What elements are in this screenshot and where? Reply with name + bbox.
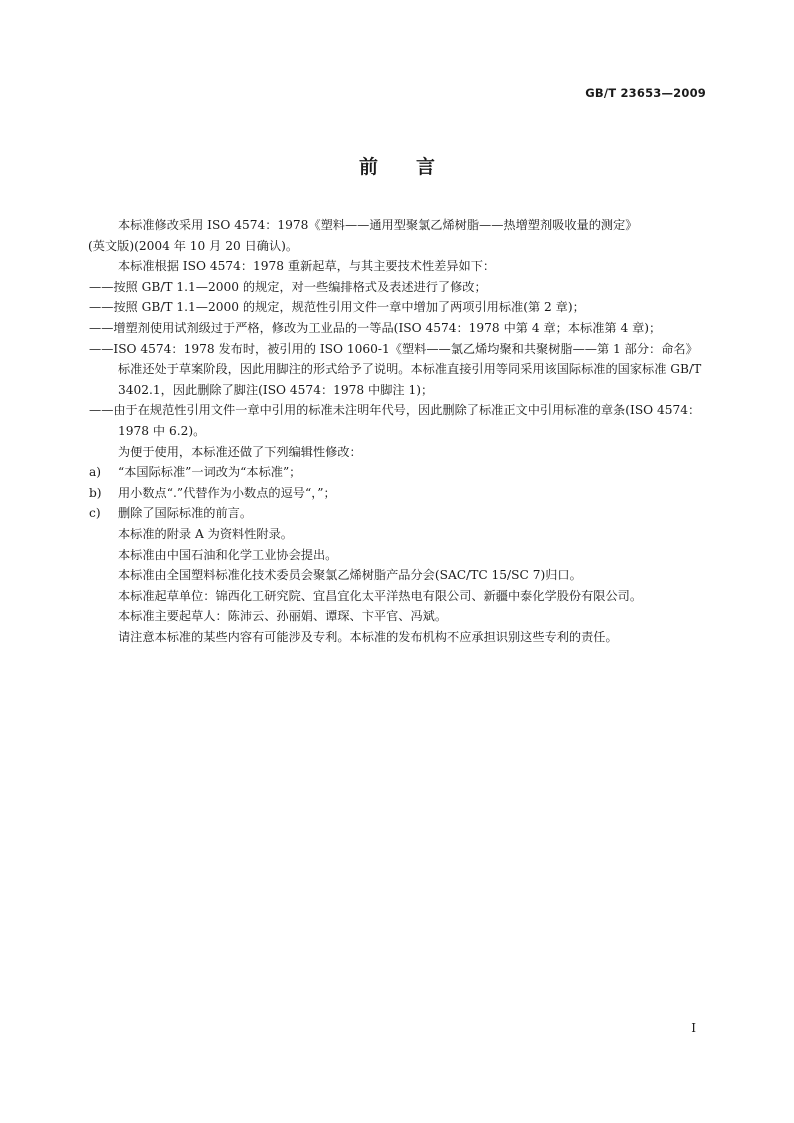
foreword-body xyxy=(88,215,706,647)
page-number: I xyxy=(691,1021,696,1035)
list-marker: a) xyxy=(89,465,102,480)
patent-notice: 请注意本标准的某些内容有可能涉及专利。本标准的发布机构不应承担识别这些专利的责任。 xyxy=(118,629,618,644)
difference-item: ——按照 GB/T 1.1—2000 的规定，对一些编排格式及表述进行了修改； xyxy=(89,279,487,294)
editorial-item xyxy=(89,483,706,504)
committee-note: 本标准由全国塑料标准化技术委员会聚氯乙烯树脂产品分会(SAC/TC 15/SC 7)归口。 xyxy=(118,568,582,583)
drafters: 本标准主要起草人：陈沛云、孙丽娟、谭琛、卞平官、冯斌。 xyxy=(118,609,448,624)
difference-item: ——ISO 4574：1978 发布时，被引用的 ISO 1060-1《塑料——氯乙烯均聚和共聚树脂——第 1 部分：命名》标准还处于草案阶段，因此用脚注的形式给予了说明。本标准直接引用等同采用该国际标准的国家标准 GB/T 3402.1，因此删除了脚注(ISO 4574：1978 中脚注 1)； xyxy=(89,341,702,397)
editorial-intro: 为便于使用，本标准还做了下列编辑性修改： xyxy=(118,444,362,459)
list-marker: b) xyxy=(89,485,102,500)
differences-intro: 本标准根据 ISO 4574：1978 重新起草，与其主要技术性差异如下： xyxy=(118,259,496,274)
intro-line-2: (英文版)(2004 年 10 月 20 日确认)。 xyxy=(88,238,299,253)
annex-note: 本标准的附录 A 为资料性附录。 xyxy=(118,526,293,541)
drafting-units: 本标准起草单位：锦西化工研究院、宜昌宜化太平洋热电有限公司、新疆中泰化学股份有限公司。 xyxy=(118,588,643,603)
intro-line-1: 本标准修改采用 ISO 4574：1978《塑料——通用型聚氯乙烯树脂——热增塑剂吸收量的测定》 xyxy=(118,218,638,232)
page-title: 前言 xyxy=(358,156,473,178)
editorial-item xyxy=(89,503,706,524)
difference-item: ——由于在规范性引用文件一章中引用的标准未注明年代号，因此删除了标准正文中引用标准的章条(ISO 4574：1978 中 6.2)。 xyxy=(89,403,701,438)
standard-code: GB/T 23653—2009 xyxy=(585,86,706,100)
differences-list xyxy=(89,277,706,442)
editorial-text: 用小数点“.”代替作为小数点的逗号“，”； xyxy=(118,485,336,500)
editorial-list xyxy=(89,462,706,524)
editorial-item xyxy=(89,462,706,483)
editorial-text: “本国际标准”一词改为“本标准”； xyxy=(118,465,302,480)
difference-item: ——按照 GB/T 1.1—2000 的规定，规范性引用文件一章中增加了两项引用标准(第 2 章)； xyxy=(89,300,585,315)
list-marker: c) xyxy=(89,506,101,521)
editorial-text: 删除了国际标准的前言。 xyxy=(118,506,253,521)
proposer-note: 本标准由中国石油和化学工业协会提出。 xyxy=(118,547,338,562)
difference-item: ——增塑剂使用试剂级过于严格，修改为工业品的一等品(ISO 4574：1978 中第 4 章；本标准第 4 章)； xyxy=(89,320,662,335)
